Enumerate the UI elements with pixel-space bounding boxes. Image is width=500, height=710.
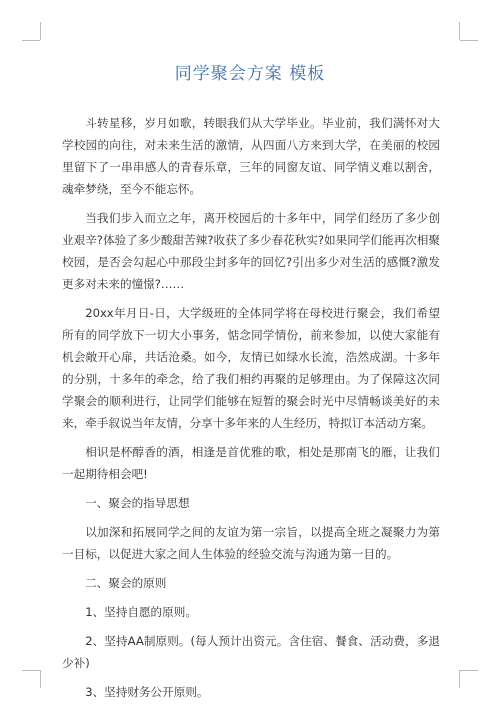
section-heading-guideline: 一、聚会的指导思想: [85, 496, 190, 510]
crop-mark-top-right: [459, 22, 460, 40]
principle-item: 3、坚持财务公开原则。: [85, 685, 209, 699]
crop-mark-top-right: [460, 40, 478, 41]
crop-mark-bottom-right: [460, 670, 478, 671]
paragraph-intro: 斗转星移，岁月如歌，转眼我们从大学毕业。毕业前，我们满怀对大学校园的向往，对未来生活的激情，从四面八方来到大学，在美丽的校园里留下了一串串感人的青春乐章，三年的同窗友谊、同学情义难以割舍，魂牵梦绕，至今不能忘怀。: [62, 116, 440, 196]
crop-mark-bottom-left: [22, 670, 40, 671]
principle-item: 1、坚持自愿的原则。: [85, 605, 197, 619]
section-heading-principles: 二、聚会的原则: [85, 576, 167, 590]
paragraph-reflection: 当我们步入而立之年，离开校园后的十多年中，同学们经历了多少创业艰辛?体验了多少酸甜苦辣?收获了多少春花秋实?如果同学们能再次相聚校园，是否会勾起心中那段尘封多年的回忆?引出多少对生活的感慨?激发更多对未来的憧憬?……: [62, 211, 440, 291]
crop-mark-bottom-right: [459, 670, 460, 688]
paragraph-guideline: 以加深和拓展同学之间的友谊为第一宗旨，以提高全班之凝聚力为第一目标，以促进大家之间人生体验的经验交流与沟通为第一目的。: [62, 525, 440, 561]
document-title: 同学聚会方案 模板: [174, 64, 326, 84]
principle-item: 2、坚持AA制原则。(每人预计出资元。含住宿、餐食、活动费，多退少补): [62, 634, 440, 670]
crop-mark-top-left: [22, 40, 40, 41]
crop-mark-bottom-left: [40, 670, 41, 688]
paragraph-event: 20xx年月日-日，大学级班的全体同学将在母校进行聚会，我们希望所有的同学放下一切大小事务，惦念同学情份，前来参加，以使大家能有机会敞开心扉，共话沧桑。如今，友情已如绿水长流，浩然成湖。十多年的分别，十多年的牵念，给了我们相约再聚的足够理由。为了保障这次同学聚会的顺利进行，让同学们能够在短暂的聚会时光中尽情畅谈美好的未来，牵手叙说当年友情，分享十多年来的人生经历，特拟订本活动方案。: [62, 306, 440, 430]
document-body: [62, 112, 440, 710]
crop-mark-top-left: [40, 22, 41, 40]
paragraph-invitation: 相识是杯醇香的酒，相逢是首优雅的歌，相处是那南飞的雁，让我们一起期待相会吧!: [62, 445, 440, 481]
